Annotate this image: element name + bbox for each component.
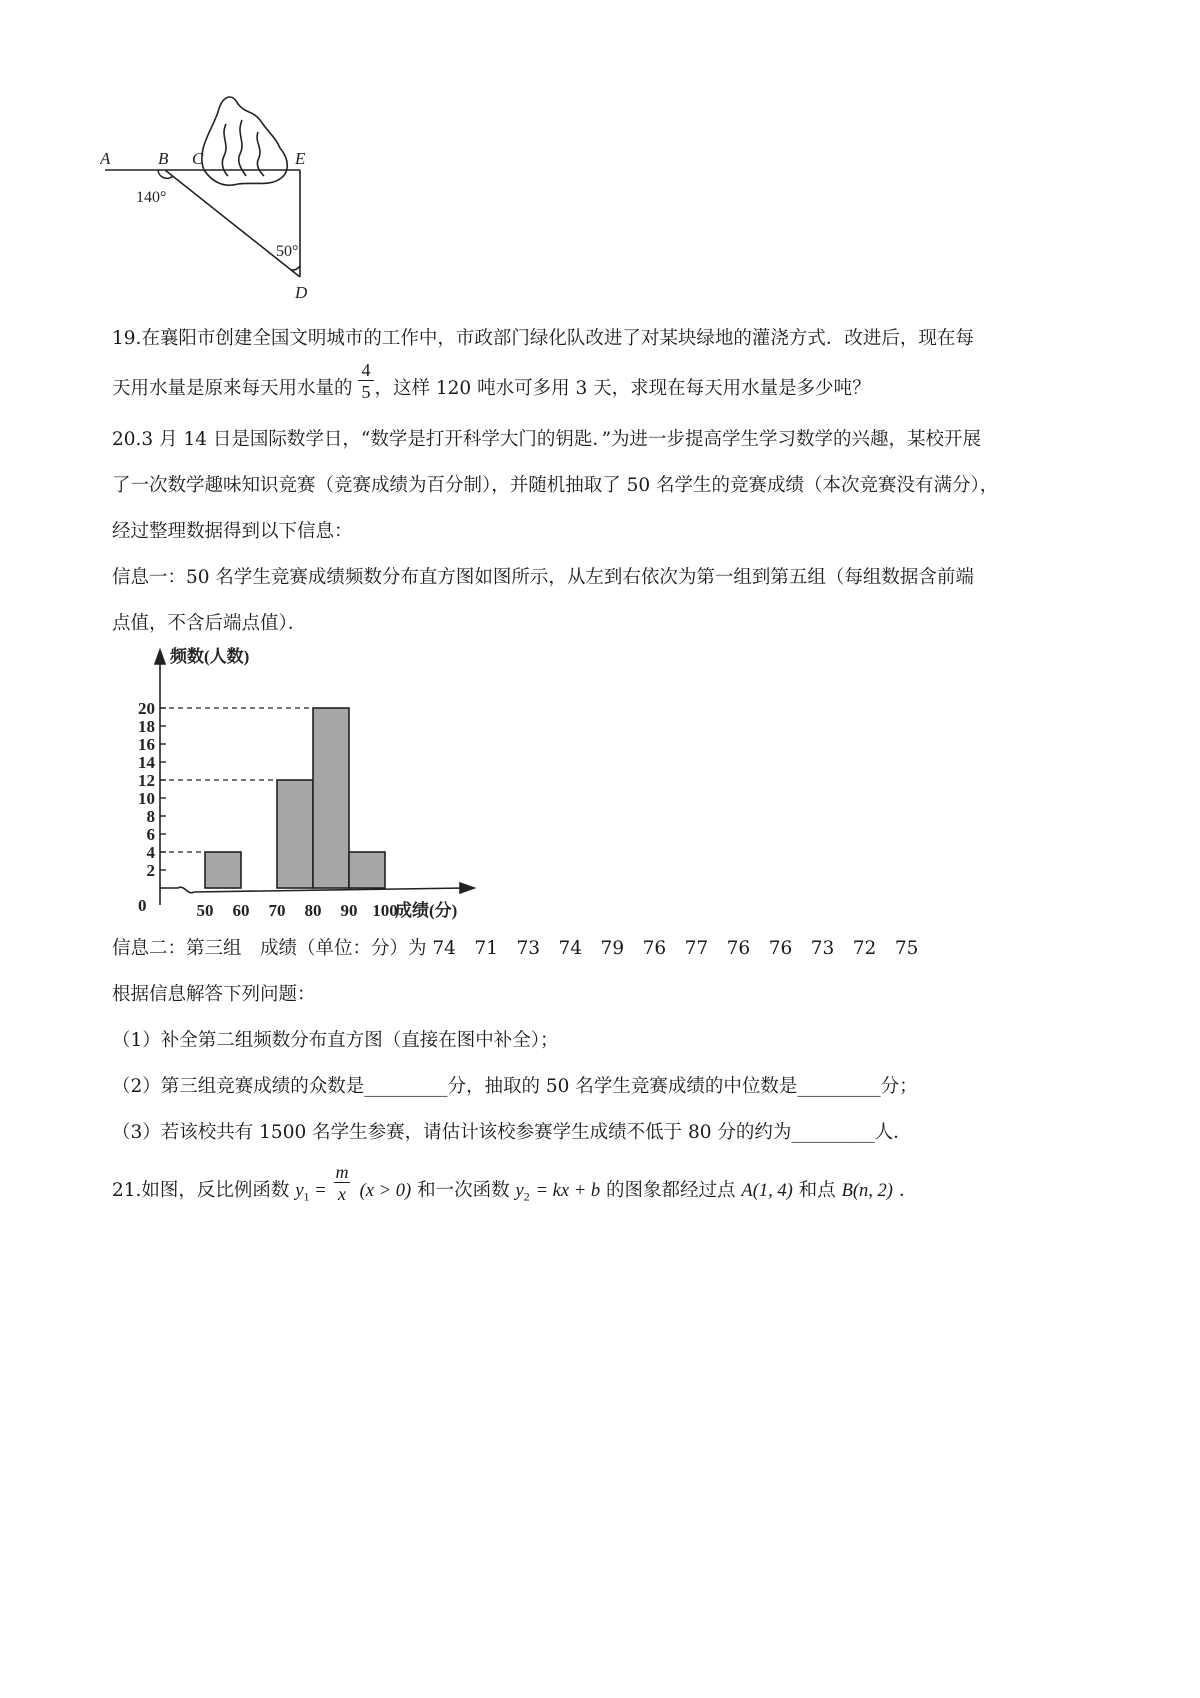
q21-y2: y bbox=[515, 1181, 524, 1201]
mountain-outline bbox=[202, 97, 287, 185]
y-tick-label-20: 20 bbox=[138, 699, 155, 718]
y-tick-label-6: 6 bbox=[146, 825, 155, 844]
q21-end: ． bbox=[898, 1180, 918, 1201]
y-tick-label-4: 4 bbox=[146, 843, 155, 862]
origin-label: 0 bbox=[138, 896, 147, 915]
angle-arc-d bbox=[291, 266, 300, 270]
mountain-ridge-2 bbox=[239, 120, 246, 176]
y-tick-label-8: 8 bbox=[146, 807, 155, 826]
line-bd bbox=[165, 170, 300, 277]
q19-frac-numerator: 4 bbox=[361, 360, 371, 380]
q19-line2-before: 天用水量是原来每天用水量的 bbox=[112, 378, 353, 399]
bar-80-90 bbox=[313, 708, 349, 888]
q19-frac-denominator: 5 bbox=[361, 382, 371, 402]
y-tick-label-10: 10 bbox=[138, 789, 155, 808]
q21-and: 和点 bbox=[798, 1180, 836, 1201]
label-b: B bbox=[158, 149, 169, 168]
q20-sub2: （2）第三组竞赛成绩的众数是_________分，抽取的 50 名学生竞赛成绩的中位数是_________分； bbox=[112, 1076, 918, 1097]
q21-after: 的图象都经过点 bbox=[605, 1180, 736, 1201]
q20-line2: 了一次数学趣味知识竞赛（竞赛成绩为百分制），并随机抽取了 50 名学生的竞赛成绩（本次竞赛没有满分）， bbox=[112, 475, 999, 496]
label-c: C bbox=[192, 149, 204, 168]
q21-sub2: 2 bbox=[523, 1189, 530, 1204]
y-axis-title: 频数(人数) bbox=[170, 647, 250, 666]
q21-eq2: = kx + b bbox=[535, 1181, 601, 1201]
y-tick-label-18: 18 bbox=[138, 717, 155, 736]
q20-info1-line1: 信息一：50 名学生竞赛成绩频数分布直方图如图所示，从左到右依次为第一组到第五组（每组数据含前端 bbox=[112, 567, 974, 588]
x-axis-arrow bbox=[460, 883, 474, 893]
x-axis-title: 成绩(分) bbox=[395, 901, 458, 920]
q21-middle: 和一次函数 bbox=[417, 1180, 510, 1201]
y-tick-label-12: 12 bbox=[138, 771, 155, 790]
q21-point-b: B(n, 2) bbox=[841, 1181, 893, 1201]
y-tick-label-14: 14 bbox=[138, 753, 155, 772]
q19-fraction bbox=[358, 360, 374, 403]
q21-line bbox=[112, 1180, 917, 1208]
q21-prefix: 21.如图，反比例函数 bbox=[112, 1180, 290, 1201]
q20-line1: 20.3 月 14 日是国际数学日，“数学是打开科学大门的钥匙．”为进一步提高学生学习数学的兴趣，某校开展 bbox=[112, 429, 982, 450]
angle-label-b: 140° bbox=[136, 189, 167, 206]
q19-line2-after: ，这样 120 吨水可多用 3 天，求现在每天用水量是多少吨？ bbox=[374, 378, 871, 399]
x-tick-label-100: 100 bbox=[372, 901, 398, 920]
label-a: A bbox=[100, 149, 111, 168]
y-axis-arrow bbox=[155, 650, 165, 664]
q21-frac-numerator: m bbox=[335, 1162, 349, 1182]
q19-line2 bbox=[112, 378, 871, 400]
x-tick-label-90: 90 bbox=[340, 901, 358, 920]
q20-prompt: 根据信息解答下列问题： bbox=[112, 984, 316, 1005]
y-tick-label-16: 16 bbox=[138, 735, 155, 754]
q21-y1: y bbox=[295, 1181, 304, 1201]
q20-info2: 信息二：第三组 成绩（单位：分）为 74 71 73 74 79 76 77 76 76 73 72 75 bbox=[112, 938, 919, 959]
label-e: E bbox=[295, 149, 306, 168]
y-tick-label-2: 2 bbox=[146, 861, 155, 880]
geometry-figure bbox=[100, 90, 330, 305]
q21-condition: (x > 0) bbox=[359, 1181, 412, 1201]
q21-point-a: A(1, 4) bbox=[741, 1181, 793, 1201]
x-tick-label-80: 80 bbox=[304, 901, 322, 920]
q20-sub1: （1）补全第二组频数分布直方图（直接在图中补全）； bbox=[112, 1030, 559, 1051]
frequency-histogram bbox=[120, 640, 500, 930]
q21-fraction bbox=[334, 1162, 350, 1205]
label-d: D bbox=[295, 283, 308, 302]
q21-eq1: = bbox=[315, 1181, 326, 1201]
bar-50-60 bbox=[205, 852, 241, 888]
q20-line3: 经过整理数据得到以下信息： bbox=[112, 521, 353, 542]
x-tick-label-60: 60 bbox=[232, 901, 250, 920]
q20-info1-line2: 点值，不含后端点值）． bbox=[112, 613, 307, 634]
bar-70-80 bbox=[277, 780, 313, 888]
x-tick-label-50: 50 bbox=[196, 901, 214, 920]
q21-sub1: 1 bbox=[303, 1189, 310, 1204]
q20-sub3: （3）若该校共有 1500 名学生参赛，请估计该校参赛学生成绩不低于 80 分的约为_________人． bbox=[112, 1122, 912, 1143]
angle-label-d: 50° bbox=[276, 243, 299, 260]
q19-line1: 19.在襄阳市创建全国文明城市的工作中，市政部门绿化队改进了对某块绿地的灌浇方式．改进后，现在每 bbox=[112, 328, 974, 349]
bar-90-100 bbox=[349, 852, 385, 888]
q21-frac-denominator: x bbox=[338, 1184, 346, 1204]
mountain-ridge-1 bbox=[222, 124, 228, 176]
x-tick-label-70: 70 bbox=[268, 901, 286, 920]
